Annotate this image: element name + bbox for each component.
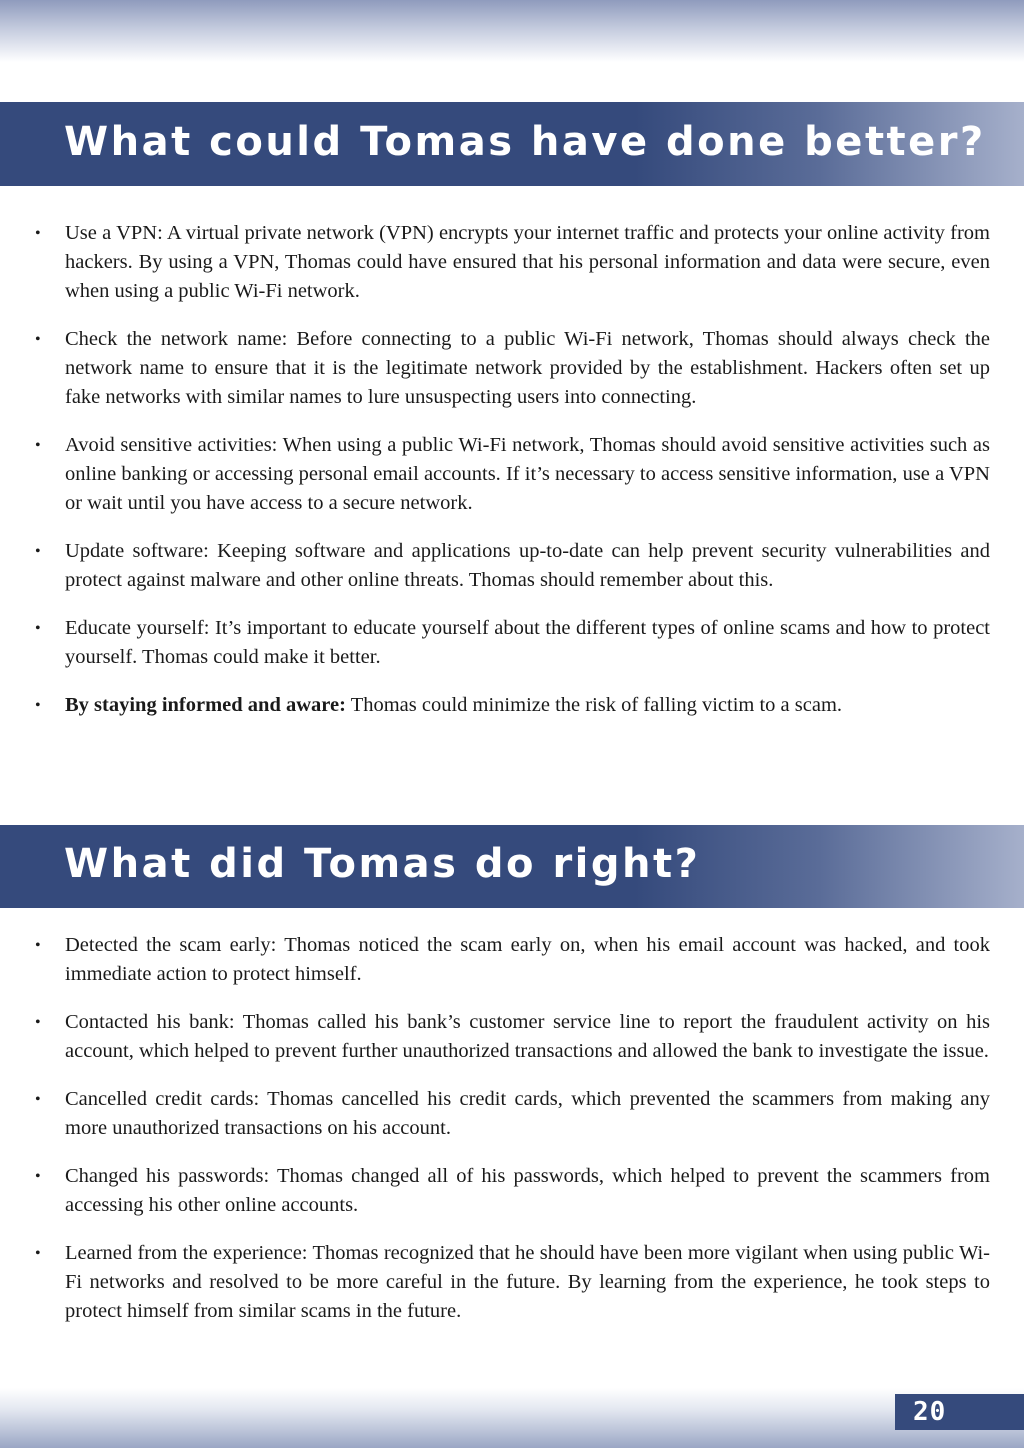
list-item: [65, 325, 990, 412]
section-header-right: [0, 825, 1024, 908]
list-item: [65, 931, 990, 989]
list-item: [65, 537, 990, 595]
item-text: Educate yourself: It’s important to educate yourself about the different types of online scams and how to protect yourself. Thomas could make it better.: [65, 617, 990, 668]
bullet-list-better: [0, 219, 1024, 739]
list-item: [65, 614, 990, 672]
section-header-better: [0, 102, 1024, 186]
bottom-gradient-band: [0, 1388, 1024, 1448]
bullet-list-right: [0, 931, 1024, 1345]
item-text: Check the network name: Before connecting to a public Wi-Fi network, Thomas should always check the network name to ensure that it is the legitimate network provided by the establishment. Hackers often set up fake networks with similar names to lure unsuspecting users into connecting.: [65, 328, 990, 408]
item-text: Update software: Keeping software and applications up-to-date can help prevent security vulnerabilities and protect against malware and other online threats. Thomas should remember about this.: [65, 540, 990, 591]
item-text: Use a VPN: A virtual private network (VPN) encrypts your internet traffic and protects your online activity from hackers. By using a VPN, Thomas could have ensured that his personal information and data were secure, even when using a public Wi-Fi network.: [65, 222, 990, 302]
item-text: Avoid sensitive activities: When using a public Wi-Fi network, Thomas should avoid sensitive activities such as online banking or accessing personal email accounts. If it’s necessary to access sensitive information, use a VPN or wait until you have access to a secure network.: [65, 434, 990, 514]
item-text: Contacted his bank: Thomas called his bank’s customer service line to report the fraudulent activity on his account, which helped to prevent further unauthorized transactions and allowed the bank to investigate the issue.: [65, 1011, 990, 1062]
item-text: Cancelled credit cards: Thomas cancelled his credit cards, which prevented the scammers from making any more unauthorized transactions on his account.: [65, 1088, 990, 1139]
list-item: [65, 1162, 990, 1220]
list-item: [65, 431, 990, 518]
top-gradient-band: [0, 0, 1024, 62]
page-number: 20: [895, 1394, 1024, 1430]
list-item: [65, 1008, 990, 1066]
item-text: Learned from the experience: Thomas recognized that he should have been more vigilant when using public Wi-Fi networks and resolved to be more careful in the future. By learning from the experience, he took steps to protect himself from similar scams in the future.: [65, 1242, 990, 1322]
list-item: [65, 1085, 990, 1143]
item-lead: By staying informed and aware:: [65, 694, 346, 716]
section-title: What could Tomas have done better?: [64, 119, 986, 165]
item-text: Detected the scam early: Thomas noticed the scam early on, when his email account was hacked, and took immediate action to protect himself.: [65, 934, 990, 985]
section-title: What did Tomas do right?: [64, 841, 701, 887]
item-text: Thomas could minimize the risk of falling victim to a scam.: [345, 694, 843, 716]
list-item: [65, 219, 990, 306]
list-item: [65, 1239, 990, 1326]
item-text: Changed his passwords: Thomas changed all of his passwords, which helped to prevent the scammers from accessing his other online accounts.: [65, 1165, 990, 1216]
list-item: [65, 691, 990, 720]
